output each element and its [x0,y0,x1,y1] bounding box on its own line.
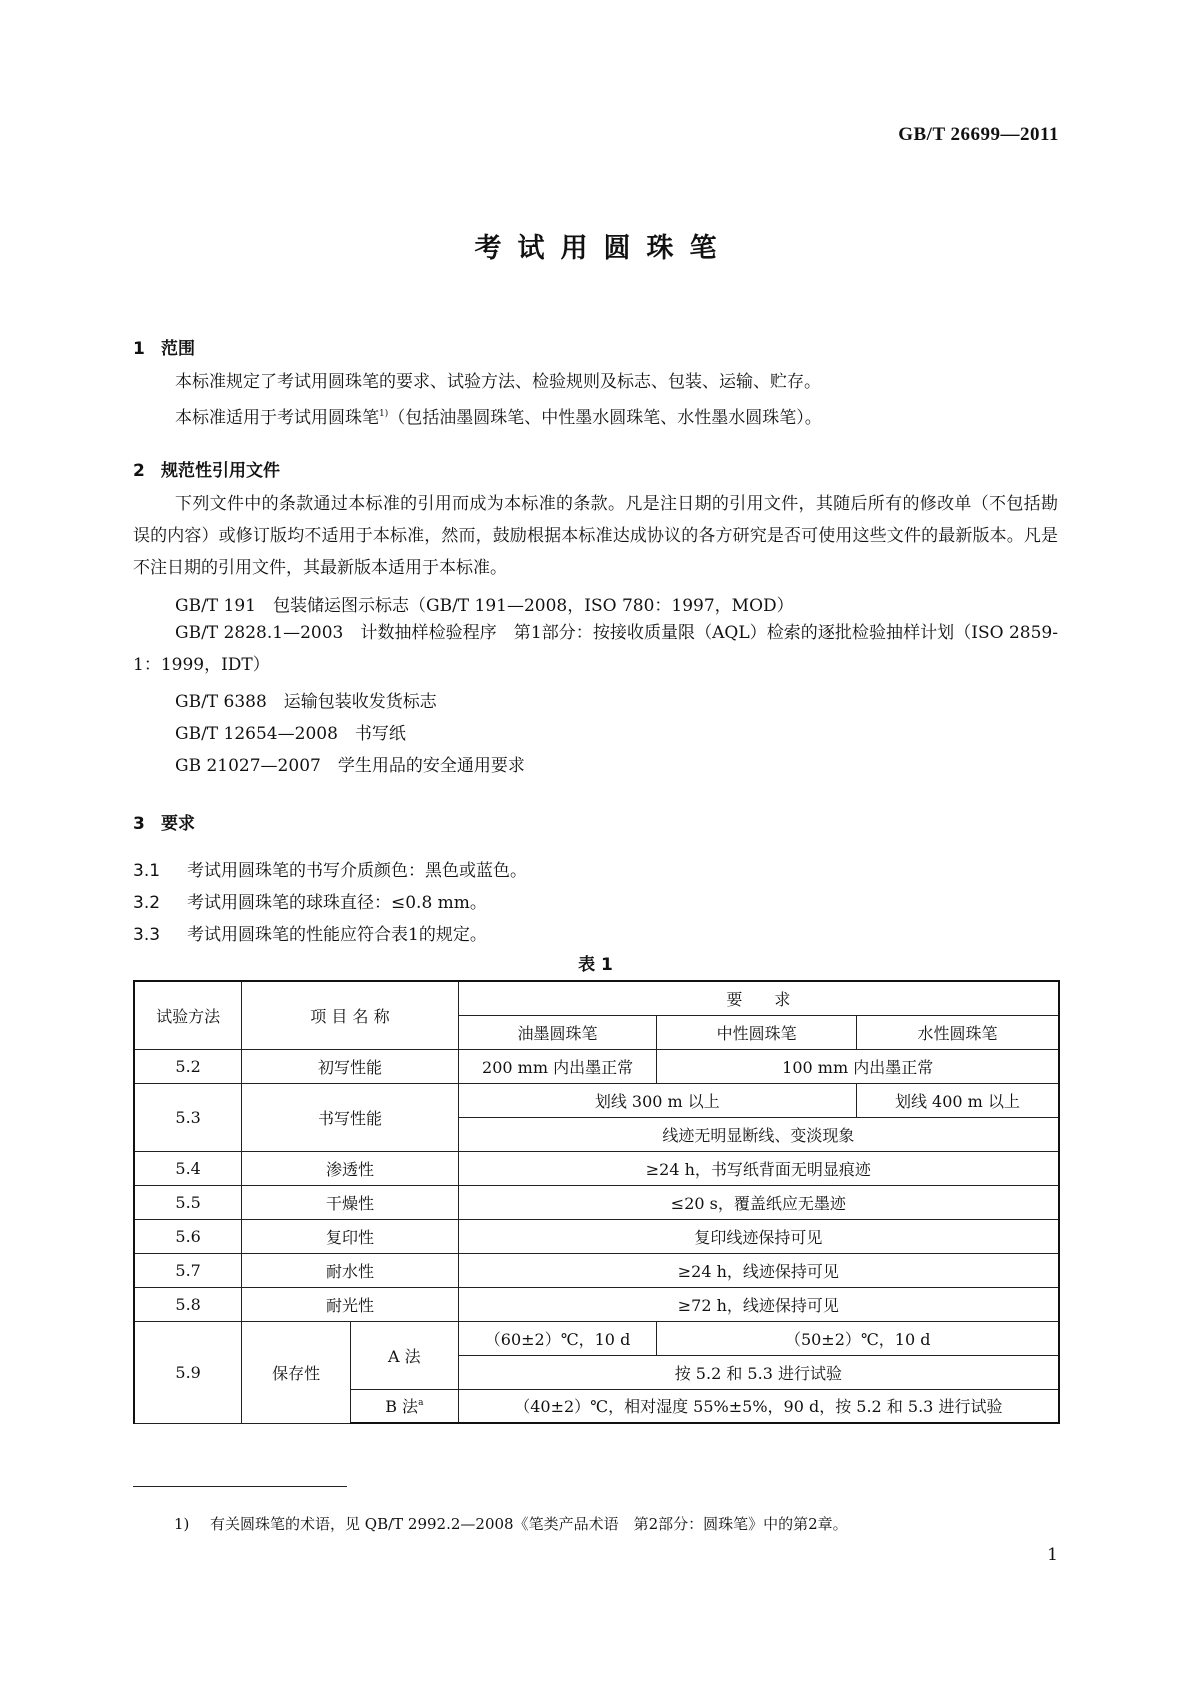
table-row [134,1083,1059,1117]
page-number: 1 [1047,1545,1058,1565]
section-3-heading [133,809,195,834]
cell-method: 5.9 [134,1321,242,1423]
table-row [134,1185,1059,1219]
cell-item: 耐水性 [242,1253,458,1287]
section-1-paragraph-1: 本标准规定了考试用圆珠笔的要求、试验方法、检验规则及标志、包装、运输、贮存。 [175,372,821,392]
subclause-number: 3.2 [133,893,161,913]
table-row [134,1151,1059,1185]
cell-value: 划线 300 m 以上 [458,1083,856,1117]
paragraph-text: （包括油墨圆珠笔、中性墨水圆珠笔、水性墨水圆珠笔）。 [388,408,822,428]
table-header-row [134,981,1059,1015]
section-1-heading [133,334,195,359]
section-number: 1 [133,339,145,359]
cell-value: 200 mm 内出墨正常 [458,1049,657,1083]
cell-value: ≥72 h，线迹保持可见 [458,1287,1059,1321]
cell-value: 100 mm 内出墨正常 [657,1049,1059,1083]
cell-value: 线迹无明显断线、变淡现象 [458,1117,1059,1151]
cell-sub-method: A 法 [350,1321,458,1389]
section-2-intro: 下列文件中的条款通过本标准的引用而成为本标准的条款。凡是注日期的引用文件，其随后所有的修改单（不包括勘误的内容）或修订版均不适用于本标准，然而，鼓励根据本标准达成协议的各方研究是否可使用这些文件的最新版本。凡是不注日期的引用文件，其最新版本适用于本标准。 [133,494,1058,578]
cell-method: 5.3 [134,1083,242,1151]
table-row [134,1287,1059,1321]
cell-method: 5.5 [134,1185,242,1219]
cell-sub-method [350,1389,458,1423]
cell-method: 5.2 [134,1049,242,1083]
cell-value: 划线 400 m 以上 [856,1083,1059,1117]
header-gel-pen: 中性圆珠笔 [657,1015,857,1049]
footnote-text: 有关圆珠笔的术语，见 QB/T 2992.2—2008《笔类产品术语 第2部分：圆珠笔》中的第2章。 [210,1515,848,1533]
table-row [134,1321,1059,1355]
section-1-paragraph-2 [133,398,1058,434]
footnote-reference: 1) [379,409,389,419]
section-2-heading [133,456,280,481]
cell-item: 保存性 [242,1321,351,1423]
table-note-reference: a [418,1398,424,1409]
cell-method: 5.4 [134,1151,242,1185]
table-row [134,1253,1059,1287]
header-item: 项 目 名 称 [242,981,458,1049]
cell-value: （50±2）℃，10 d [657,1321,1059,1355]
document-title: 考试用圆珠笔 [474,233,733,264]
subclause-3-2 [133,888,487,913]
footnote-mark: 1) [174,1515,190,1533]
header-requirement: 要 求 [458,981,1059,1015]
cell-item: 耐光性 [242,1287,458,1321]
cell-item: 渗透性 [242,1151,458,1185]
section-number: 3 [133,814,145,834]
cell-value: （60±2）℃，10 d [458,1321,657,1355]
header-oil-pen: 油墨圆珠笔 [458,1015,657,1049]
footnote [174,1513,848,1534]
section-number: 2 [133,461,145,481]
header-method: 试验方法 [134,981,242,1049]
cell-item: 书写性能 [242,1083,458,1151]
normative-reference: GB/T 12654—2008 书写纸 [175,724,406,744]
cell-value: ≥24 h，线迹保持可见 [458,1253,1059,1287]
section-title: 范围 [161,339,195,359]
table-row [134,1049,1059,1083]
table-row [134,1219,1059,1253]
subclause-text: 考试用圆珠笔的球珠直径：≤0.8 mm。 [187,893,487,913]
cell-value: ≥24 h，书写纸背面无明显痕迹 [458,1151,1059,1185]
section-title: 规范性引用文件 [161,461,280,481]
cell-value: 复印线迹保持可见 [458,1219,1059,1253]
cell-method: 5.8 [134,1287,242,1321]
normative-reference: GB/T 6388 运输包装收发货标志 [175,692,437,712]
cell-value: ≤20 s，覆盖纸应无墨迹 [458,1185,1059,1219]
cell-method: 5.7 [134,1253,242,1287]
subclause-text: 考试用圆珠笔的性能应符合表1的规定。 [187,925,487,945]
cell-item: 复印性 [242,1219,458,1253]
cell-item: 干燥性 [242,1185,458,1219]
subclause-number: 3.3 [133,925,161,945]
subclause-number: 3.1 [133,861,161,881]
footnote-divider [133,1486,347,1487]
table-caption: 表 1 [578,955,613,975]
paragraph-text: 本标准适用于考试用圆珠笔 [175,408,379,428]
cell-value: 按 5.2 和 5.3 进行试验 [458,1355,1059,1389]
header-water-pen: 水性圆珠笔 [856,1015,1059,1049]
cell-item: 初写性能 [242,1049,458,1083]
normative-reference: GB 21027—2007 学生用品的安全通用要求 [175,756,525,776]
performance-table [133,980,1060,1424]
cell-method: 5.6 [134,1219,242,1253]
normative-reference: GB/T 191 包装储运图示标志（GB/T 191—2008，ISO 780：1997，MOD） [175,596,794,616]
subclause-3-3 [133,920,487,945]
subclause-text: 考试用圆珠笔的书写介质颜色：黑色或蓝色。 [187,861,527,881]
subclause-3-1 [133,856,527,881]
section-title: 要求 [161,814,195,834]
cell-value: （40±2）℃，相对湿度 55%±5%，90 d，按 5.2 和 5.3 进行试验 [458,1389,1059,1423]
standard-number: GB/T 26699—2011 [898,124,1059,145]
normative-reference: GB/T 2828.1—2003 计数抽样检验程序 第1部分：按接收质量限（AQL）检索的逐批检验抽样计划（ISO 2859-1：1999，IDT） [133,623,1058,675]
sub-method-label: B 法 [385,1397,419,1417]
